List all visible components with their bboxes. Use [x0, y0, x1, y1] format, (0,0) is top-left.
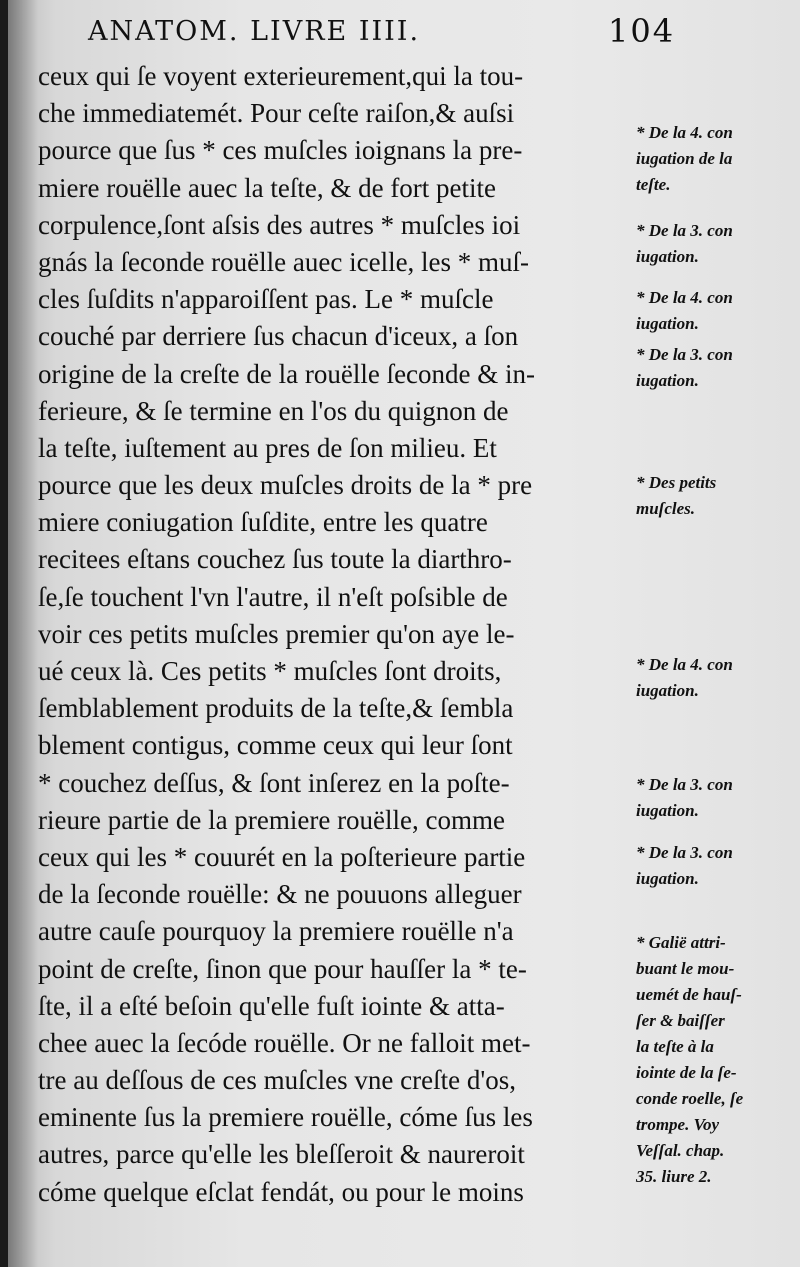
- text-line: ſe,ſe touchent l'vn l'autre, il n'eſt poſsible de: [38, 581, 508, 612]
- text-line: recitees eſtans couchez ſus toute la diarthro-: [38, 544, 512, 575]
- text-line: cóme quelque eſclat fendát, ou pour le moins: [38, 1176, 524, 1207]
- text-line: tre au deſſous de ces muſcles vne creſte d'os,: [38, 1065, 516, 1096]
- margin-note: [636, 652, 796, 704]
- text-line: origine de la creſte de la rouëlle ſeconde & in-: [38, 358, 536, 389]
- margin-note: [636, 218, 796, 270]
- text-line: corpulence,ſont aſsis des autres * muſcles ioi: [38, 209, 521, 240]
- text-line: ué ceux là. Ces petits * muſcles ſont droits,: [38, 656, 502, 686]
- margin-note: [636, 120, 796, 198]
- margin-note-line: iugation.: [636, 681, 699, 700]
- text-line: ſte, il a eſté beſoin qu'elle fuſt iointe & atta-: [38, 990, 505, 1021]
- text-line: couché par derriere ſus chacun d'iceux, a ſon: [38, 321, 519, 352]
- margin-note-line: * De la 4. con: [636, 288, 733, 307]
- margin-note-line: * De la 4. con: [636, 655, 733, 674]
- margin-note-line: * Galië attri-: [636, 933, 726, 952]
- text-line: autres, parce qu'elle les bleſſeroit & naureroit: [38, 1139, 525, 1170]
- text-line: pource que les deux muſcles droits de la * pre: [38, 470, 533, 501]
- main-text-block: [38, 58, 628, 1211]
- text-line: ferieure, & ſe termine en l'os du quignon de: [38, 395, 509, 426]
- text-line: voir ces petits muſcles premier qu'on aye le-: [38, 618, 515, 649]
- margin-note: [636, 342, 796, 394]
- text-line: ceux qui les * couurét en la poſterieure partie: [38, 841, 526, 872]
- text-line: pource que ſus * ces muſcles ioignans la pre-: [38, 135, 523, 166]
- margin-note-line: * De la 4. con: [636, 123, 733, 142]
- text-line: point de creſte, ſinon que pour hauſſer la * te-: [38, 953, 527, 984]
- text-line: cles ſuſdits n'apparoiſſent pas. Le * muſcle: [38, 284, 494, 315]
- margin-note-line: buant le mou-: [636, 959, 735, 978]
- margin-note-line: * Des petits: [636, 473, 717, 492]
- margin-note-line: iugation.: [636, 371, 699, 390]
- text-line: miere coniugation ſuſdite, entre les quatre: [38, 507, 488, 538]
- text-line: ſemblablement produits de la teſte,& ſembla: [38, 693, 514, 724]
- margin-note-line: * De la 3. con: [636, 843, 733, 862]
- margin-note-line: Veſſal. chap.: [636, 1141, 725, 1160]
- margin-note-line: * De la 3. con: [636, 345, 733, 364]
- page-number: 104: [608, 12, 676, 50]
- margin-note: [636, 285, 796, 337]
- margin-note: [636, 930, 796, 1190]
- text-line: eminente ſus la premiere rouëlle, cóme ſus les: [38, 1102, 533, 1133]
- margin-note-line: iugation.: [636, 314, 699, 333]
- margin-note-line: iointe de la ſe-: [636, 1063, 737, 1082]
- margin-note-line: * De la 3. con: [636, 221, 733, 240]
- margin-note-line: ſer & baiſſer: [636, 1011, 725, 1030]
- margin-note-line: teſte.: [636, 175, 671, 194]
- text-line: * couchez deſſus, & ſont inſerez en la poſte-: [38, 767, 510, 798]
- margin-note-line: iugation de la: [636, 149, 733, 168]
- text-line: gnás la ſeconde rouëlle auec icelle, les * muſ-: [38, 246, 530, 277]
- running-head: [88, 6, 688, 50]
- text-line: la teſte, iuſtement au pres de ſon milieu. Et: [38, 432, 497, 463]
- gutter-shadow: [8, 0, 38, 1267]
- margin-note-line: iugation.: [636, 869, 699, 888]
- text-line: chee auec la ſecóde rouëlle. Or ne falloit met-: [38, 1027, 531, 1058]
- margin-note-line: uemét de hauſ-: [636, 985, 742, 1004]
- text-line: che immediatemét. Pour ceſte raiſon,& auſsi: [38, 98, 515, 129]
- margin-note-line: conde roelle, ſe: [636, 1089, 744, 1108]
- margin-note-line: * De la 3. con: [636, 775, 733, 794]
- text-line: autre cauſe pourquoy la premiere rouëlle n'a: [38, 916, 514, 947]
- margin-note: [636, 470, 796, 522]
- margin-note: [636, 772, 796, 824]
- text-line: de la ſeconde rouëlle: & ne pouuons alleguer: [38, 879, 522, 910]
- running-title: ANATOM. LIVRE IIII.: [88, 16, 421, 47]
- book-page: [8, 0, 800, 1267]
- margin-note-line: la teſte à la: [636, 1037, 714, 1056]
- text-line: blement contigus, comme ceux qui leur ſont: [38, 730, 513, 761]
- margin-note-line: iugation.: [636, 247, 699, 266]
- text-line: miere rouëlle auec la teſte, & de fort petite: [38, 172, 497, 203]
- margin-note-line: trompe. Voy: [636, 1115, 720, 1134]
- margin-note-line: muſcles.: [636, 499, 696, 518]
- text-line: ceux qui ſe voyent exterieurement,qui la tou-: [38, 61, 524, 91]
- margin-note: [636, 840, 796, 892]
- margin-note-line: iugation.: [636, 801, 699, 820]
- margin-note-line: 35. liure 2.: [636, 1167, 712, 1186]
- text-line: rieure partie de la premiere rouëlle, comme: [38, 804, 506, 835]
